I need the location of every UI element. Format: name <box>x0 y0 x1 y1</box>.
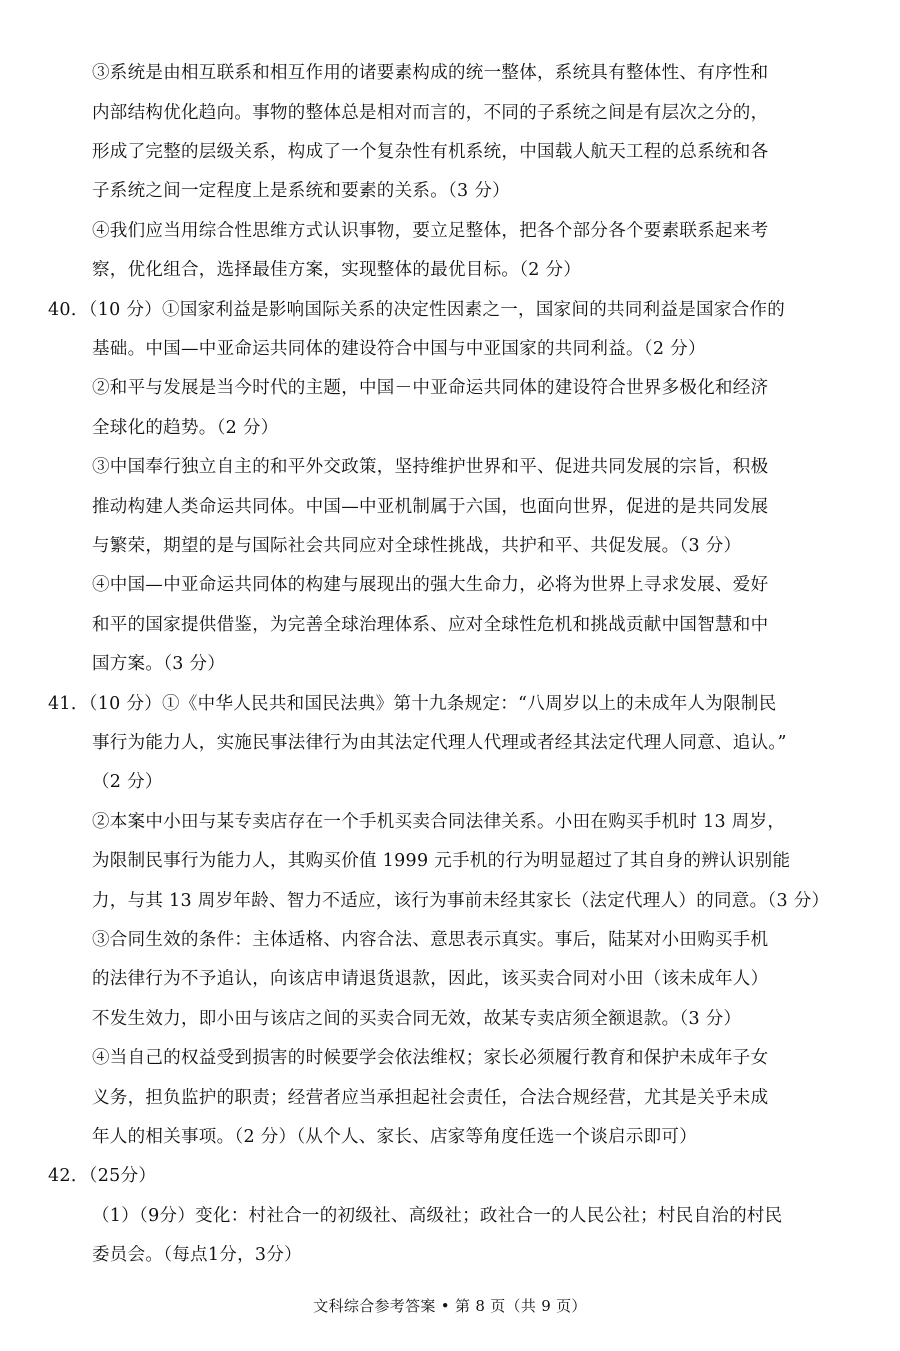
text-line: ③系统是由相互联系和相互作用的诸要素构成的统一整体，系统具有整体性、有序性和 <box>92 63 769 83</box>
text-line: （2 分） <box>92 772 163 792</box>
text-line: 为限制民事行为能力人，其购买价值 1999 元手机的行为明显超过了其自身的辨认识别能 <box>92 851 791 871</box>
text-line: ③中国奉行独立自主的和平外交政策，坚持维护世界和平、促进共同发展的宗旨，积极 <box>92 457 769 477</box>
text-line: 形成了完整的层级关系，构成了一个复杂性有机系统，中国载人航天工程的总系统和各 <box>92 142 769 162</box>
text-line: 内部结构优化趋向。事物的整体总是相对而言的，不同的子系统之间是有层次之分的， <box>92 103 769 123</box>
text-line: ④中国—中亚命运共同体的构建与展现出的强大生命力，必将为世界上寻求发展、爱好 <box>92 575 769 595</box>
text-line: 与繁荣，期望的是与国际社会共同应对全球性挑战，共护和平、共促发展。（3 分） <box>92 536 742 556</box>
question-40-heading: 40．（10 分）①国家利益是影响国际关系的决定性因素之一，国家间的共同利益是国家合作的 <box>48 300 786 320</box>
text-line: 察，优化组合，选择最佳方案，实现整体的最优目标。（2 分） <box>92 260 582 280</box>
text-line: 基础。中国—中亚命运共同体的建设符合中国与中亚国家的共同利益。（2 分） <box>92 339 706 359</box>
text-line: 事行为能力人，实施民事法律行为由其法定代理人代理或者经其法定代理人同意、追认。” <box>92 733 787 753</box>
question-42-heading: 42．（25分） <box>48 1166 157 1186</box>
text-line: 年人的相关事项。（2 分）（从个人、家长、店家等角度任选一个谈启示即可） <box>92 1127 697 1147</box>
text-line: 的法律行为不予追认，向该店申请退货退款，因此，该买卖合同对小田（该未成年人） <box>92 969 769 989</box>
question-41-heading: 41．（10 分）①《中华人民共和国民法典》第十九条规定：“八周岁以上的未成年人为限制民 <box>48 694 777 714</box>
text-line: 子系统之间一定程度上是系统和要素的关系。（3 分） <box>92 181 510 201</box>
text-line: ④我们应当用综合性思维方式认识事物，要立足整体，把各个部分各个要素联系起来考 <box>92 221 769 241</box>
page-footer: 文科综合参考答案 • 第 8 页（共 9 页） <box>313 1297 587 1315</box>
text-line: 推动构建人类命运共同体。中国—中亚机制属于六国，也面向世界，促进的是共同发展 <box>92 497 769 517</box>
text-line: （1）（9分）变化：村社合一的初级社、高级社；政社合一的人民公社；村民自治的村民 <box>92 1206 783 1226</box>
text-line: 义务，担负监护的职责；经营者应当承担起社会责任，合法合规经营，尤其是关乎未成 <box>92 1088 769 1108</box>
text-line: 力，与其 13 周岁年龄、智力不适应，该行为事前未经其家长（法定代理人）的同意。（3 分） <box>92 891 830 911</box>
text-line: ②和平与发展是当今时代的主题，中国－中亚命运共同体的建设符合世界多极化和经济 <box>92 378 769 398</box>
text-line: 委员会。（每点1分，3分） <box>92 1245 302 1265</box>
text-line: 国方案。（3 分） <box>92 654 226 674</box>
text-line: ②本案中小田与某专卖店存在一个手机买卖合同法律关系。小田在购买手机时 13 周岁， <box>92 812 786 832</box>
text-line: 和平的国家提供借鉴，为完善全球治理体系、应对全球性危机和挑战贡献中国智慧和中 <box>92 615 769 635</box>
text-line: 不发生效力，即小田与该店之间的买卖合同无效，故某专卖店须全额退款。（3 分） <box>92 1009 742 1029</box>
text-line: ③合同生效的条件：主体适格、内容合法、意思表示真实。事后，陆某对小田购买手机 <box>92 930 769 950</box>
text-line: ④当自己的权益受到损害的时候要学会依法维权；家长必须履行教育和保护未成年子女 <box>92 1048 769 1068</box>
text-line: 全球化的趋势。（2 分） <box>92 418 279 438</box>
